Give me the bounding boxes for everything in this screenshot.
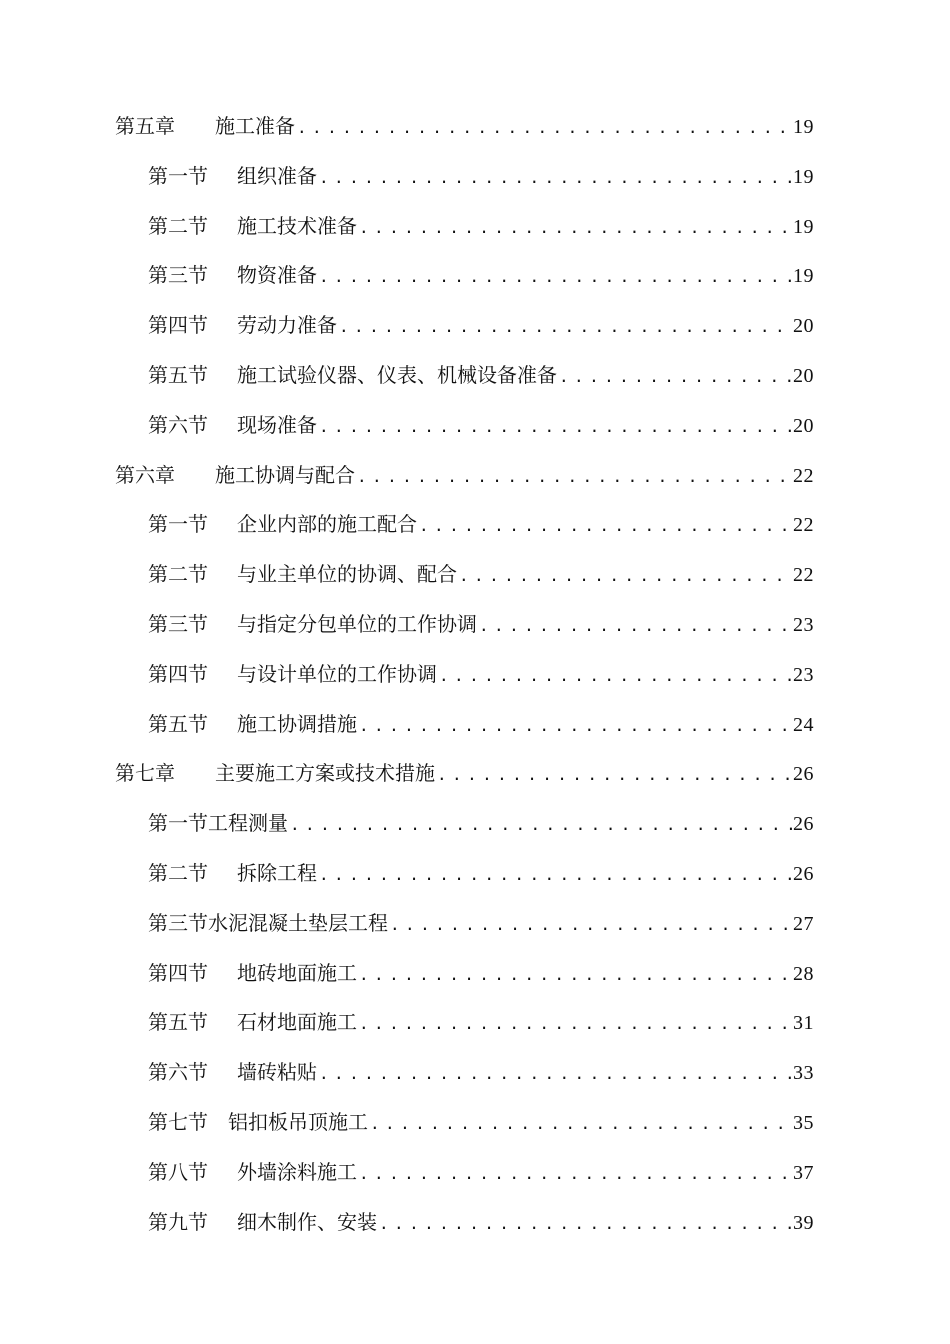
toc-entry-title: 施工协调措施 (237, 711, 357, 736)
toc-entry-number: 第六节 (148, 1060, 208, 1085)
toc-chapter-entry[interactable] (115, 111, 814, 141)
toc-dot-leader (295, 113, 793, 141)
toc-entry-title: 地砖地面施工 (237, 960, 357, 985)
toc-dot-leader (317, 262, 793, 290)
toc-dot-leader (357, 1009, 793, 1037)
toc-dot-leader (435, 760, 793, 788)
toc-dot-leader (388, 910, 793, 938)
toc-page-number: 19 (793, 215, 814, 238)
toc-dot-leader (288, 810, 793, 838)
toc-page-number: 23 (793, 663, 814, 686)
toc-entry-number: 第九节 (148, 1209, 208, 1234)
toc-entry-title: 主要施工方案或技术措施 (215, 761, 435, 786)
toc-section-entry[interactable] (148, 161, 814, 191)
toc-entry-label (148, 958, 357, 988)
toc-section-entry[interactable] (148, 1007, 814, 1037)
toc-entry-title: 与设计单位的工作协调 (237, 661, 437, 686)
toc-entry-title: 石材地面施工 (237, 1010, 357, 1035)
toc-entry-label (148, 360, 557, 390)
toc-entry-title: 企业内部的施工配合 (237, 512, 417, 537)
toc-entry-label (148, 410, 317, 440)
toc-entry-label (148, 161, 317, 191)
toc-entry-number: 第二节 (148, 861, 208, 885)
toc-dot-leader (457, 561, 793, 589)
toc-chapter-entry[interactable] (115, 758, 814, 788)
toc-entry-number: 第一节 (148, 163, 208, 188)
toc-entry-label (115, 758, 435, 788)
toc-entry-label (148, 211, 357, 241)
toc-entry-number: 第八节 (148, 1159, 208, 1184)
toc-dot-leader (357, 213, 793, 241)
toc-dot-leader (357, 711, 793, 739)
toc-dot-leader (368, 1109, 793, 1137)
toc-section-entry[interactable] (148, 908, 814, 938)
toc-entry-label (148, 858, 317, 888)
toc-entry-title: 组织准备 (237, 163, 317, 188)
toc-entry-title: 现场准备 (237, 412, 317, 437)
toc-page-number: 20 (793, 414, 814, 437)
toc-page-number: 22 (793, 564, 814, 587)
toc-entry-number: 第五节 (148, 363, 208, 387)
toc-entry-number: 第四节 (148, 661, 208, 686)
toc-entry-label (148, 808, 288, 838)
toc-entry-number: 第六节 (148, 412, 208, 437)
toc-entry-label (148, 1157, 357, 1187)
toc-entry-title: 劳动力准备 (237, 313, 337, 338)
toc-entry-label (148, 659, 437, 689)
toc-section-entry[interactable] (148, 310, 814, 340)
toc-section-entry[interactable] (148, 211, 814, 241)
toc-dot-leader (417, 511, 793, 539)
toc-dot-leader (317, 412, 793, 440)
toc-section-entry[interactable] (148, 360, 814, 390)
toc-page-number: 33 (793, 1062, 814, 1085)
toc-entry-title: 施工准备 (215, 114, 295, 138)
toc-section-entry[interactable] (148, 709, 814, 739)
toc-page-number: 20 (793, 315, 814, 338)
toc-entry-label (115, 460, 355, 490)
toc-dot-leader (477, 611, 793, 639)
toc-section-entry[interactable] (148, 1057, 814, 1087)
toc-entry-title: 铝扣板吊顶施工 (228, 1110, 368, 1134)
toc-entry-title: 与指定分包单位的工作协调 (237, 612, 477, 636)
toc-dot-leader (337, 312, 793, 340)
toc-entry-label (148, 1057, 317, 1087)
toc-page-number: 23 (793, 614, 814, 636)
toc-entry-number: 第一节 (148, 811, 208, 836)
toc-dot-leader (317, 860, 793, 888)
toc-page-number: 22 (793, 464, 814, 487)
toc-page-number: 27 (793, 912, 814, 935)
toc-dot-leader (357, 960, 793, 988)
toc-entry-title: 墙砖粘贴 (237, 1060, 317, 1085)
toc-entry-number: 第六章 (115, 462, 175, 487)
toc-page-number: 19 (793, 265, 814, 288)
toc-page-number: 19 (793, 165, 814, 188)
toc-section-entry[interactable] (148, 808, 814, 838)
toc-dot-leader (317, 1059, 793, 1087)
toc-section-entry[interactable] (148, 659, 814, 689)
toc-section-entry[interactable] (148, 509, 814, 539)
toc-page-number: 26 (793, 763, 814, 786)
toc-section-entry[interactable] (148, 1107, 814, 1137)
toc-entry-label (148, 559, 457, 589)
toc-entry-number: 第一节 (148, 512, 208, 537)
toc-entry-number: 第三节 (148, 612, 208, 636)
toc-entry-label (115, 111, 295, 141)
toc-entry-label (148, 509, 417, 539)
toc-entry-number: 第三节 (148, 910, 208, 935)
toc-entry-title: 施工协调与配合 (215, 462, 355, 487)
toc-dot-leader (437, 661, 793, 689)
toc-entry-number: 第四节 (148, 313, 208, 338)
toc-page-number: 39 (793, 1211, 814, 1234)
toc-entry-title: 细木制作、安装 (237, 1209, 377, 1234)
toc-entry-title: 与业主单位的协调、配合 (237, 562, 457, 587)
toc-entry-label (148, 1107, 368, 1137)
toc-entry-title: 拆除工程 (237, 861, 317, 885)
toc-page-number: 19 (793, 116, 814, 138)
toc-entry-label (148, 609, 477, 639)
toc-page-number: 26 (793, 813, 814, 836)
toc-entry-number: 第五章 (115, 114, 175, 138)
toc-section-entry[interactable] (148, 1157, 814, 1187)
toc-dot-leader (357, 1159, 793, 1187)
toc-section-entry[interactable] (148, 958, 814, 988)
toc-page-number: 35 (793, 1112, 814, 1134)
toc-entry-number: 第五节 (148, 1010, 208, 1035)
toc-page-number: 20 (793, 365, 814, 387)
toc-entry-title: 物资准备 (237, 263, 317, 288)
toc-entry-label (148, 310, 337, 340)
toc-section-entry[interactable] (148, 609, 814, 639)
toc-entry-label (148, 260, 317, 290)
toc-entry-label (148, 1207, 377, 1237)
toc-section-entry[interactable] (148, 410, 814, 440)
toc-page-number: 37 (793, 1161, 814, 1184)
toc-page-number: 28 (793, 962, 814, 985)
toc-entry-number: 第七章 (115, 761, 175, 786)
toc-entry-number: 第四节 (148, 960, 208, 985)
toc-page-number: 24 (793, 713, 814, 736)
toc-dot-leader (557, 362, 793, 390)
toc-entry-title: 水泥混凝土垫层工程 (208, 910, 388, 935)
toc-entry-title: 施工试验仪器、仪表、机械设备准备 (237, 363, 557, 387)
toc-entry-title: 工程测量 (208, 811, 288, 836)
toc-entry-label (148, 908, 388, 938)
toc-dot-leader (317, 163, 793, 191)
toc-dot-leader (355, 462, 793, 490)
toc-entry-label (148, 709, 357, 739)
toc-page-number: 22 (793, 514, 814, 537)
toc-entry-number: 第三节 (148, 263, 208, 288)
toc-section-entry[interactable] (148, 858, 814, 888)
toc-entry-number: 第二节 (148, 213, 208, 238)
toc-entry-number: 第二节 (148, 562, 208, 587)
toc-section-entry[interactable] (148, 559, 814, 589)
toc-entry-number: 第七节 (148, 1110, 208, 1134)
toc-chapter-entry[interactable] (115, 460, 814, 490)
toc-entry-number: 第五节 (148, 711, 208, 736)
toc-entry-title: 外墙涂料施工 (237, 1159, 357, 1184)
toc-entry-label (148, 1007, 357, 1037)
toc-entry-title: 施工技术准备 (237, 213, 357, 238)
toc-section-entry[interactable] (148, 1207, 814, 1237)
toc-section-entry[interactable] (148, 260, 814, 290)
toc-page-number: 26 (793, 863, 814, 885)
toc-page-number: 31 (793, 1012, 814, 1035)
toc-dot-leader (377, 1209, 793, 1237)
